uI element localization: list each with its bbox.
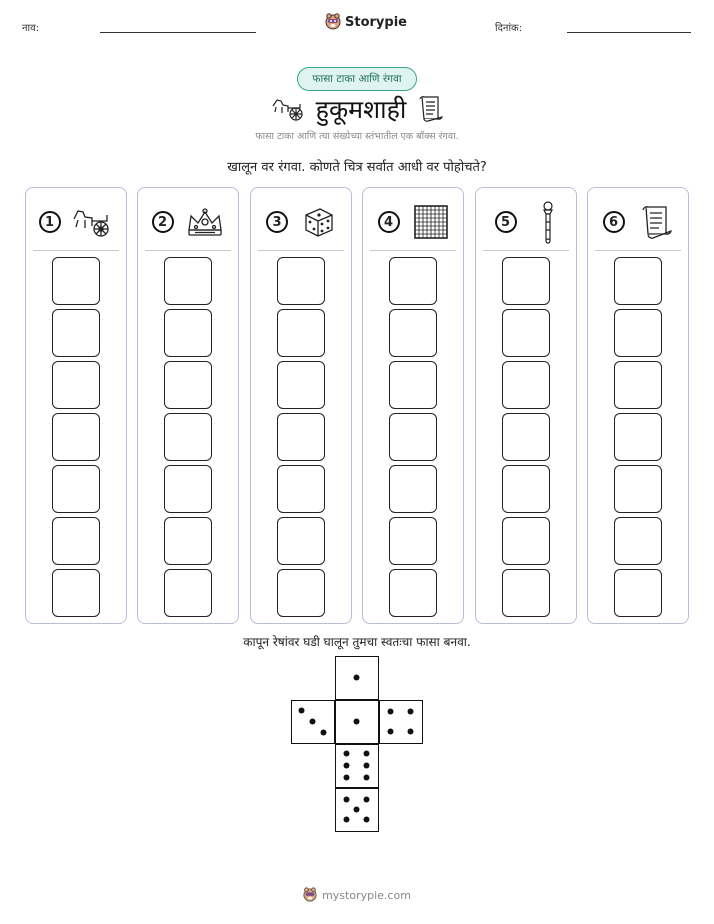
scroll-icon [416, 94, 444, 124]
color-box[interactable] [52, 517, 100, 565]
name-label: नाव: [22, 23, 40, 34]
storypie-mascot-icon [303, 887, 317, 903]
color-box[interactable] [277, 569, 325, 617]
column-divider [370, 250, 456, 251]
dice-pip [388, 709, 394, 715]
color-box[interactable] [502, 257, 550, 305]
dice-pip [408, 709, 414, 715]
chariot-icon [270, 96, 306, 122]
grid-icon [413, 204, 449, 240]
date-line[interactable] [567, 32, 691, 33]
dice-pip [344, 751, 350, 757]
column-number: 4 [378, 211, 400, 233]
dice-pips [336, 701, 380, 745]
column-header [138, 196, 238, 248]
color-box[interactable] [52, 569, 100, 617]
dice-pips [336, 745, 380, 789]
brand-name: Storypie [345, 14, 407, 30]
color-box[interactable] [389, 517, 437, 565]
color-box[interactable] [52, 465, 100, 513]
dice-pip [344, 775, 350, 781]
column-3 [250, 187, 352, 624]
subtitle: फासा टाका आणि त्या संख्येच्या स्तंभातील एक बॉक्स रंगवा. [255, 131, 459, 142]
column-4 [362, 187, 464, 624]
date-label: दिनांक: [495, 23, 523, 34]
instruction: खालून वर रंगवा. कोणते चित्र सर्वात आधी वर पोहोचते? [227, 160, 487, 175]
dice-pips [292, 701, 336, 745]
column-divider [33, 250, 119, 251]
dice-pip [408, 729, 414, 735]
color-box[interactable] [52, 309, 100, 357]
dice-pip [354, 675, 360, 681]
color-box[interactable] [614, 569, 662, 617]
color-box[interactable] [277, 257, 325, 305]
color-box[interactable] [614, 465, 662, 513]
dice-pip [310, 719, 316, 725]
color-box[interactable] [52, 413, 100, 461]
column-header [588, 196, 688, 248]
color-box[interactable] [614, 517, 662, 565]
column-header [251, 196, 351, 248]
column-2 [137, 187, 239, 624]
color-box[interactable] [614, 413, 662, 461]
column-6 [587, 187, 689, 624]
color-box[interactable] [164, 257, 212, 305]
color-box[interactable] [502, 361, 550, 409]
color-box[interactable] [389, 309, 437, 357]
color-box[interactable] [164, 309, 212, 357]
scroll-icon [638, 203, 674, 241]
column-1 [25, 187, 127, 624]
dice-pip [364, 763, 370, 769]
color-box[interactable] [614, 361, 662, 409]
dice-face [335, 744, 379, 788]
dice-pip [344, 797, 350, 803]
color-box[interactable] [389, 361, 437, 409]
color-box[interactable] [52, 361, 100, 409]
color-box[interactable] [502, 569, 550, 617]
column-number: 5 [495, 211, 517, 233]
dice-pip [364, 751, 370, 757]
color-box[interactable] [502, 309, 550, 357]
column-divider [483, 250, 569, 251]
color-box[interactable] [502, 465, 550, 513]
color-box[interactable] [502, 517, 550, 565]
dice-pips [380, 701, 424, 745]
scepter-icon [538, 200, 558, 244]
dice-pips [336, 657, 380, 701]
color-box[interactable] [389, 465, 437, 513]
footer [0, 887, 714, 903]
column-number: 3 [266, 211, 288, 233]
color-box[interactable] [614, 257, 662, 305]
color-box[interactable] [389, 257, 437, 305]
color-box[interactable] [277, 309, 325, 357]
dice-pip [364, 775, 370, 781]
footer-url: mystorypie.com [322, 888, 411, 902]
dice-face [335, 700, 379, 744]
color-box[interactable] [277, 517, 325, 565]
color-box[interactable] [277, 361, 325, 409]
dice-face [379, 700, 423, 744]
crown-icon [185, 206, 225, 238]
dice-pip [321, 730, 327, 736]
column-divider [595, 250, 681, 251]
color-box[interactable] [164, 413, 212, 461]
title-text: हुकूमशाही [315, 95, 407, 124]
column-divider [145, 250, 231, 251]
brand-logo [325, 13, 407, 31]
dice-icon [302, 205, 336, 239]
color-box[interactable] [164, 569, 212, 617]
color-box[interactable] [614, 309, 662, 357]
chariot-icon [70, 205, 114, 239]
color-box[interactable] [277, 413, 325, 461]
storypie-mascot-icon [325, 13, 341, 31]
dice-face [335, 788, 379, 832]
dice-pip [364, 817, 370, 823]
dice-pip [354, 807, 360, 813]
color-box[interactable] [502, 413, 550, 461]
dice-face [335, 656, 379, 700]
column-header [363, 196, 463, 248]
dice-pip [364, 797, 370, 803]
column-header [26, 196, 126, 248]
column-number: 1 [39, 211, 61, 233]
column-number: 2 [152, 211, 174, 233]
color-box[interactable] [164, 465, 212, 513]
color-box[interactable] [389, 413, 437, 461]
dice-pip [344, 763, 350, 769]
color-box[interactable] [164, 517, 212, 565]
dice-instruction: कापून रेषांवर घडी घालून तुमचा स्वतःचा फासा बनवा. [243, 635, 471, 649]
color-box[interactable] [389, 569, 437, 617]
page-title [0, 92, 714, 126]
dice-pip [354, 719, 360, 725]
dice-pip [299, 708, 305, 714]
column-divider [258, 250, 344, 251]
color-box[interactable] [164, 361, 212, 409]
dice-pip [388, 729, 394, 735]
dice-pip [344, 817, 350, 823]
column-number: 6 [603, 211, 625, 233]
dice-pips [336, 789, 380, 833]
name-line[interactable] [100, 32, 256, 33]
color-box[interactable] [52, 257, 100, 305]
column-header [476, 196, 576, 248]
color-box[interactable] [277, 465, 325, 513]
activity-badge: फासा टाका आणि रंगवा [297, 67, 417, 91]
dice-face [291, 700, 335, 744]
column-5 [475, 187, 577, 624]
